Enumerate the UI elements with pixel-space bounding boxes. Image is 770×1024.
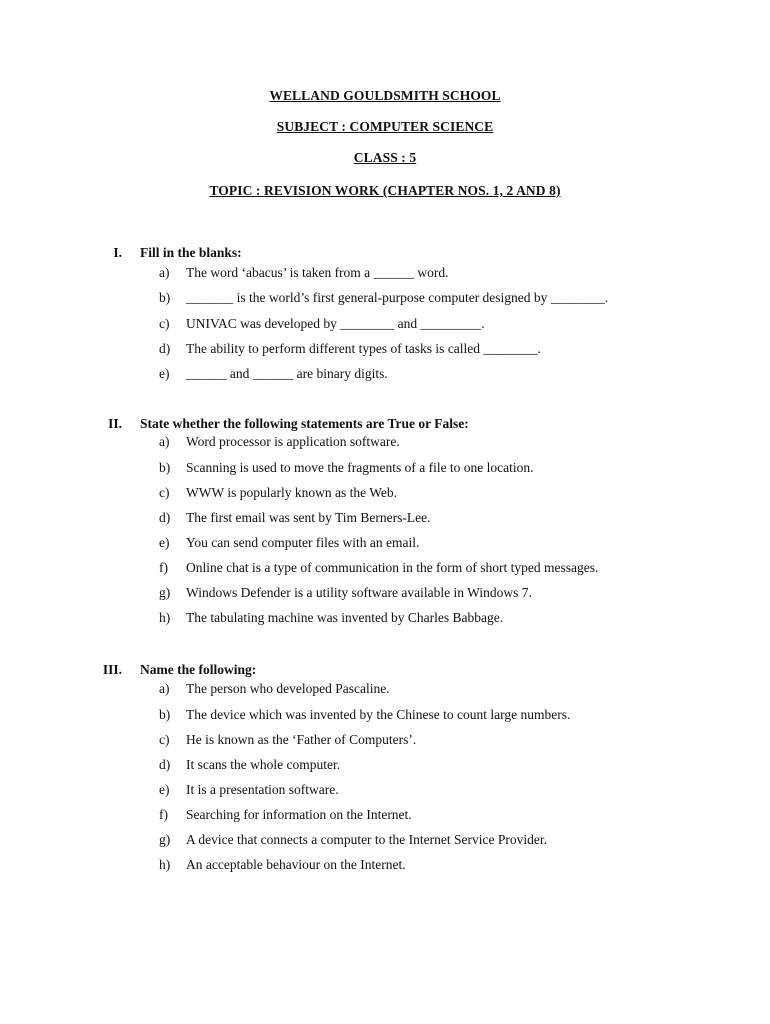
class-heading: CLASS : 5 (353, 150, 417, 165)
question-item (159, 807, 412, 823)
question-item (159, 434, 400, 450)
item-text: ______ and ______ are binary digits. (186, 366, 388, 381)
item-text: _______ is the world’s first general-purpose computer designed by ________. (186, 290, 609, 305)
item-text: Windows Defender is a utility software available in Windows 7. (186, 585, 532, 600)
subject-heading: SUBJECT : COMPUTER SCIENCE (276, 119, 494, 134)
question-item (159, 510, 430, 526)
item-marker: d) (159, 510, 171, 525)
item-text: It is a presentation software. (186, 782, 339, 797)
item-text: The tabulating machine was invented by Charles Babbage. (186, 610, 504, 625)
item-text: The ability to perform different types of tasks is called ________. (186, 341, 541, 356)
item-marker: c) (159, 732, 170, 747)
section-title: State whether the following statements are True or False: (140, 416, 469, 431)
item-marker: b) (159, 707, 171, 722)
question-item (159, 857, 406, 873)
item-text: It scans the whole computer. (186, 757, 341, 772)
question-item (159, 316, 485, 332)
item-text: Searching for information on the Internet. (186, 807, 412, 822)
item-marker: d) (159, 757, 171, 772)
item-text: Online chat is a type of communication in the form of short typed messages. (186, 560, 599, 575)
section-title: Fill in the blanks: (140, 245, 242, 260)
question-item (159, 485, 397, 501)
item-marker: g) (159, 832, 171, 847)
question-item (159, 681, 390, 697)
item-marker: g) (159, 585, 171, 600)
question-item (159, 832, 547, 848)
item-marker: h) (159, 610, 171, 625)
item-marker: a) (159, 265, 170, 280)
question-item (159, 610, 503, 626)
question-item (159, 757, 340, 773)
item-marker: h) (159, 857, 171, 872)
school-name: WELLAND GOULDSMITH SCHOOL (269, 88, 501, 103)
item-text: WWW is popularly known as the Web. (186, 485, 397, 500)
section-number: I. (113, 245, 122, 260)
item-text: He is known as the ‘Father of Computers’. (186, 732, 417, 747)
question-item (159, 366, 388, 382)
question-item (159, 732, 416, 748)
item-marker: e) (159, 366, 170, 381)
question-item (159, 535, 419, 551)
question-item (159, 782, 339, 798)
question-item (159, 585, 532, 601)
item-marker: e) (159, 535, 170, 550)
section-title: Name the following: (140, 662, 257, 677)
section-number: III. (102, 662, 122, 677)
question-item (159, 460, 534, 476)
item-text: The first email was sent by Tim Berners-Lee. (186, 510, 431, 525)
item-text: UNIVAC was developed by ________ and _________. (186, 316, 485, 331)
item-marker: c) (159, 316, 170, 331)
item-text: A device that connects a computer to the Internet Service Provider. (186, 832, 547, 847)
item-marker: a) (159, 434, 170, 449)
item-marker: b) (159, 460, 171, 475)
item-marker: f) (159, 560, 168, 575)
item-text: Word processor is application software. (186, 434, 400, 449)
question-item (159, 560, 598, 576)
item-marker: a) (159, 681, 170, 696)
item-marker: d) (159, 341, 171, 356)
item-text: Scanning is used to move the fragments of a file to one location. (186, 460, 534, 475)
item-text: The device which was invented by the Chinese to count large numbers. (186, 707, 571, 722)
section-number: II. (108, 416, 122, 431)
item-marker: c) (159, 485, 170, 500)
item-text: The person who developed Pascaline. (186, 681, 390, 696)
question-item (159, 707, 570, 723)
question-item (159, 290, 608, 306)
item-text: You can send computer files with an email. (186, 535, 420, 550)
item-text: The word ‘abacus’ is taken from a ______ word. (186, 265, 449, 280)
item-marker: b) (159, 290, 171, 305)
topic-heading: TOPIC : REVISION WORK (CHAPTER NOS. 1, 2 AND 8) (209, 183, 561, 198)
item-marker: f) (159, 807, 168, 822)
question-item (159, 265, 449, 281)
question-item (159, 341, 541, 357)
item-marker: e) (159, 782, 170, 797)
item-text: An acceptable behaviour on the Internet. (186, 857, 406, 872)
